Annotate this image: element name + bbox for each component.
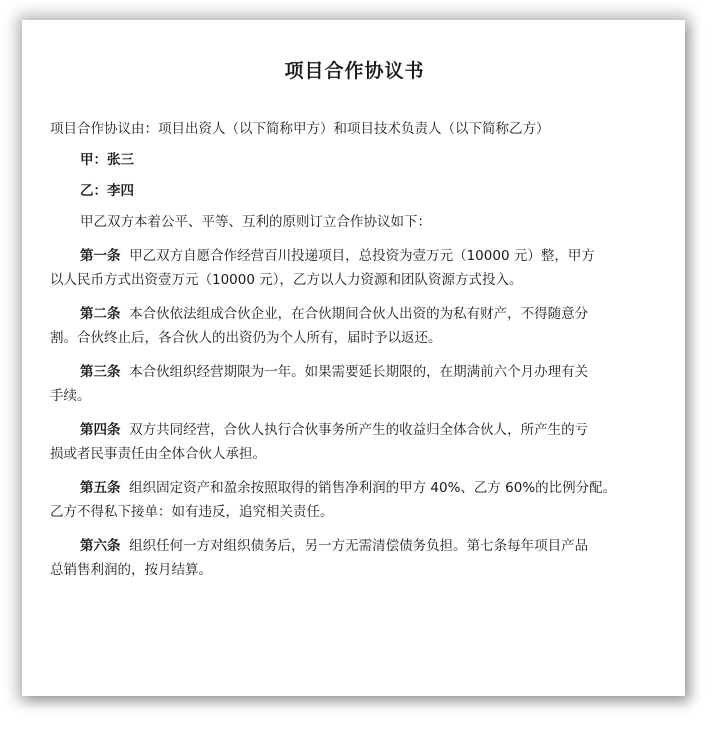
clause-line-2: 割。合伙终止后，各合伙人的出资仍为个人所有，届时予以返还。 (50, 330, 442, 346)
clause-label: 第二条 (80, 306, 121, 322)
clause-label: 第一条 (80, 248, 121, 264)
clause-line-1 (50, 244, 659, 268)
clause-line-2: 乙方不得私下接单：如有违反，追究相关责任。 (50, 504, 334, 520)
clause-line-2: 以人民币方式出资壹万元（10000 元），乙方以人力资源和团队资源方式投入。 (50, 272, 523, 288)
clause-text: 双方共同经营，合伙人执行合伙事务所产生的收益归全体合伙人，所产生的亏 (129, 422, 589, 438)
clause-1 (50, 244, 659, 292)
clause-line-1 (50, 534, 659, 558)
clause-4 (50, 418, 659, 466)
clause-text: 组织任何一方对组织债务后，另一方无需清偿债务负担。第七条每年项目产品 (129, 538, 589, 554)
document-page (22, 20, 685, 696)
clause-text: 组织固定资产和盈余按照取得的销售净利润的甲方 40%、乙方 60%的比例分配。 (129, 480, 617, 496)
clause-5 (50, 476, 659, 524)
clause-2 (50, 302, 659, 350)
clause-text: 甲乙双方自愿合作经营百川投递项目，总投资为壹万元（10000 元）整，甲方 (129, 248, 595, 264)
clause-line-2: 手续。 (50, 388, 91, 404)
clause-3 (50, 360, 659, 408)
document-title: 项目合作协议书 (284, 60, 425, 82)
clause-label: 第六条 (80, 538, 121, 554)
clause-line-1 (50, 418, 659, 442)
clause-text: 本合伙组织经营期限为一年。如果需要延长期限的，在期满前六个月办理有关 (129, 364, 589, 380)
clause-line-2: 总销售利润的，按月结算。 (50, 562, 212, 578)
party-a: 甲：张三 (80, 152, 134, 168)
clause-line-1 (50, 302, 659, 326)
clause-line-2: 损或者民事责任由全体合伙人承担。 (50, 446, 266, 462)
clause-text: 本合伙依法组成合伙企业，在合伙期间合伙人出资的为私有财产，不得随意分 (129, 306, 589, 322)
intro-line: 项目合作协议由：项目出资人（以下简称甲方）和项目技术负责人（以下简称乙方） (50, 121, 550, 137)
clause-label: 第五条 (80, 480, 121, 496)
clause-label: 第三条 (80, 364, 121, 380)
clause-line-1 (50, 476, 659, 500)
clause-label: 第四条 (80, 422, 121, 438)
clause-line-1 (50, 360, 659, 384)
preamble: 甲乙双方本着公平、平等、互利的原则订立合作协议如下： (80, 214, 431, 230)
party-b: 乙：李四 (80, 183, 134, 199)
clause-6 (50, 534, 659, 582)
